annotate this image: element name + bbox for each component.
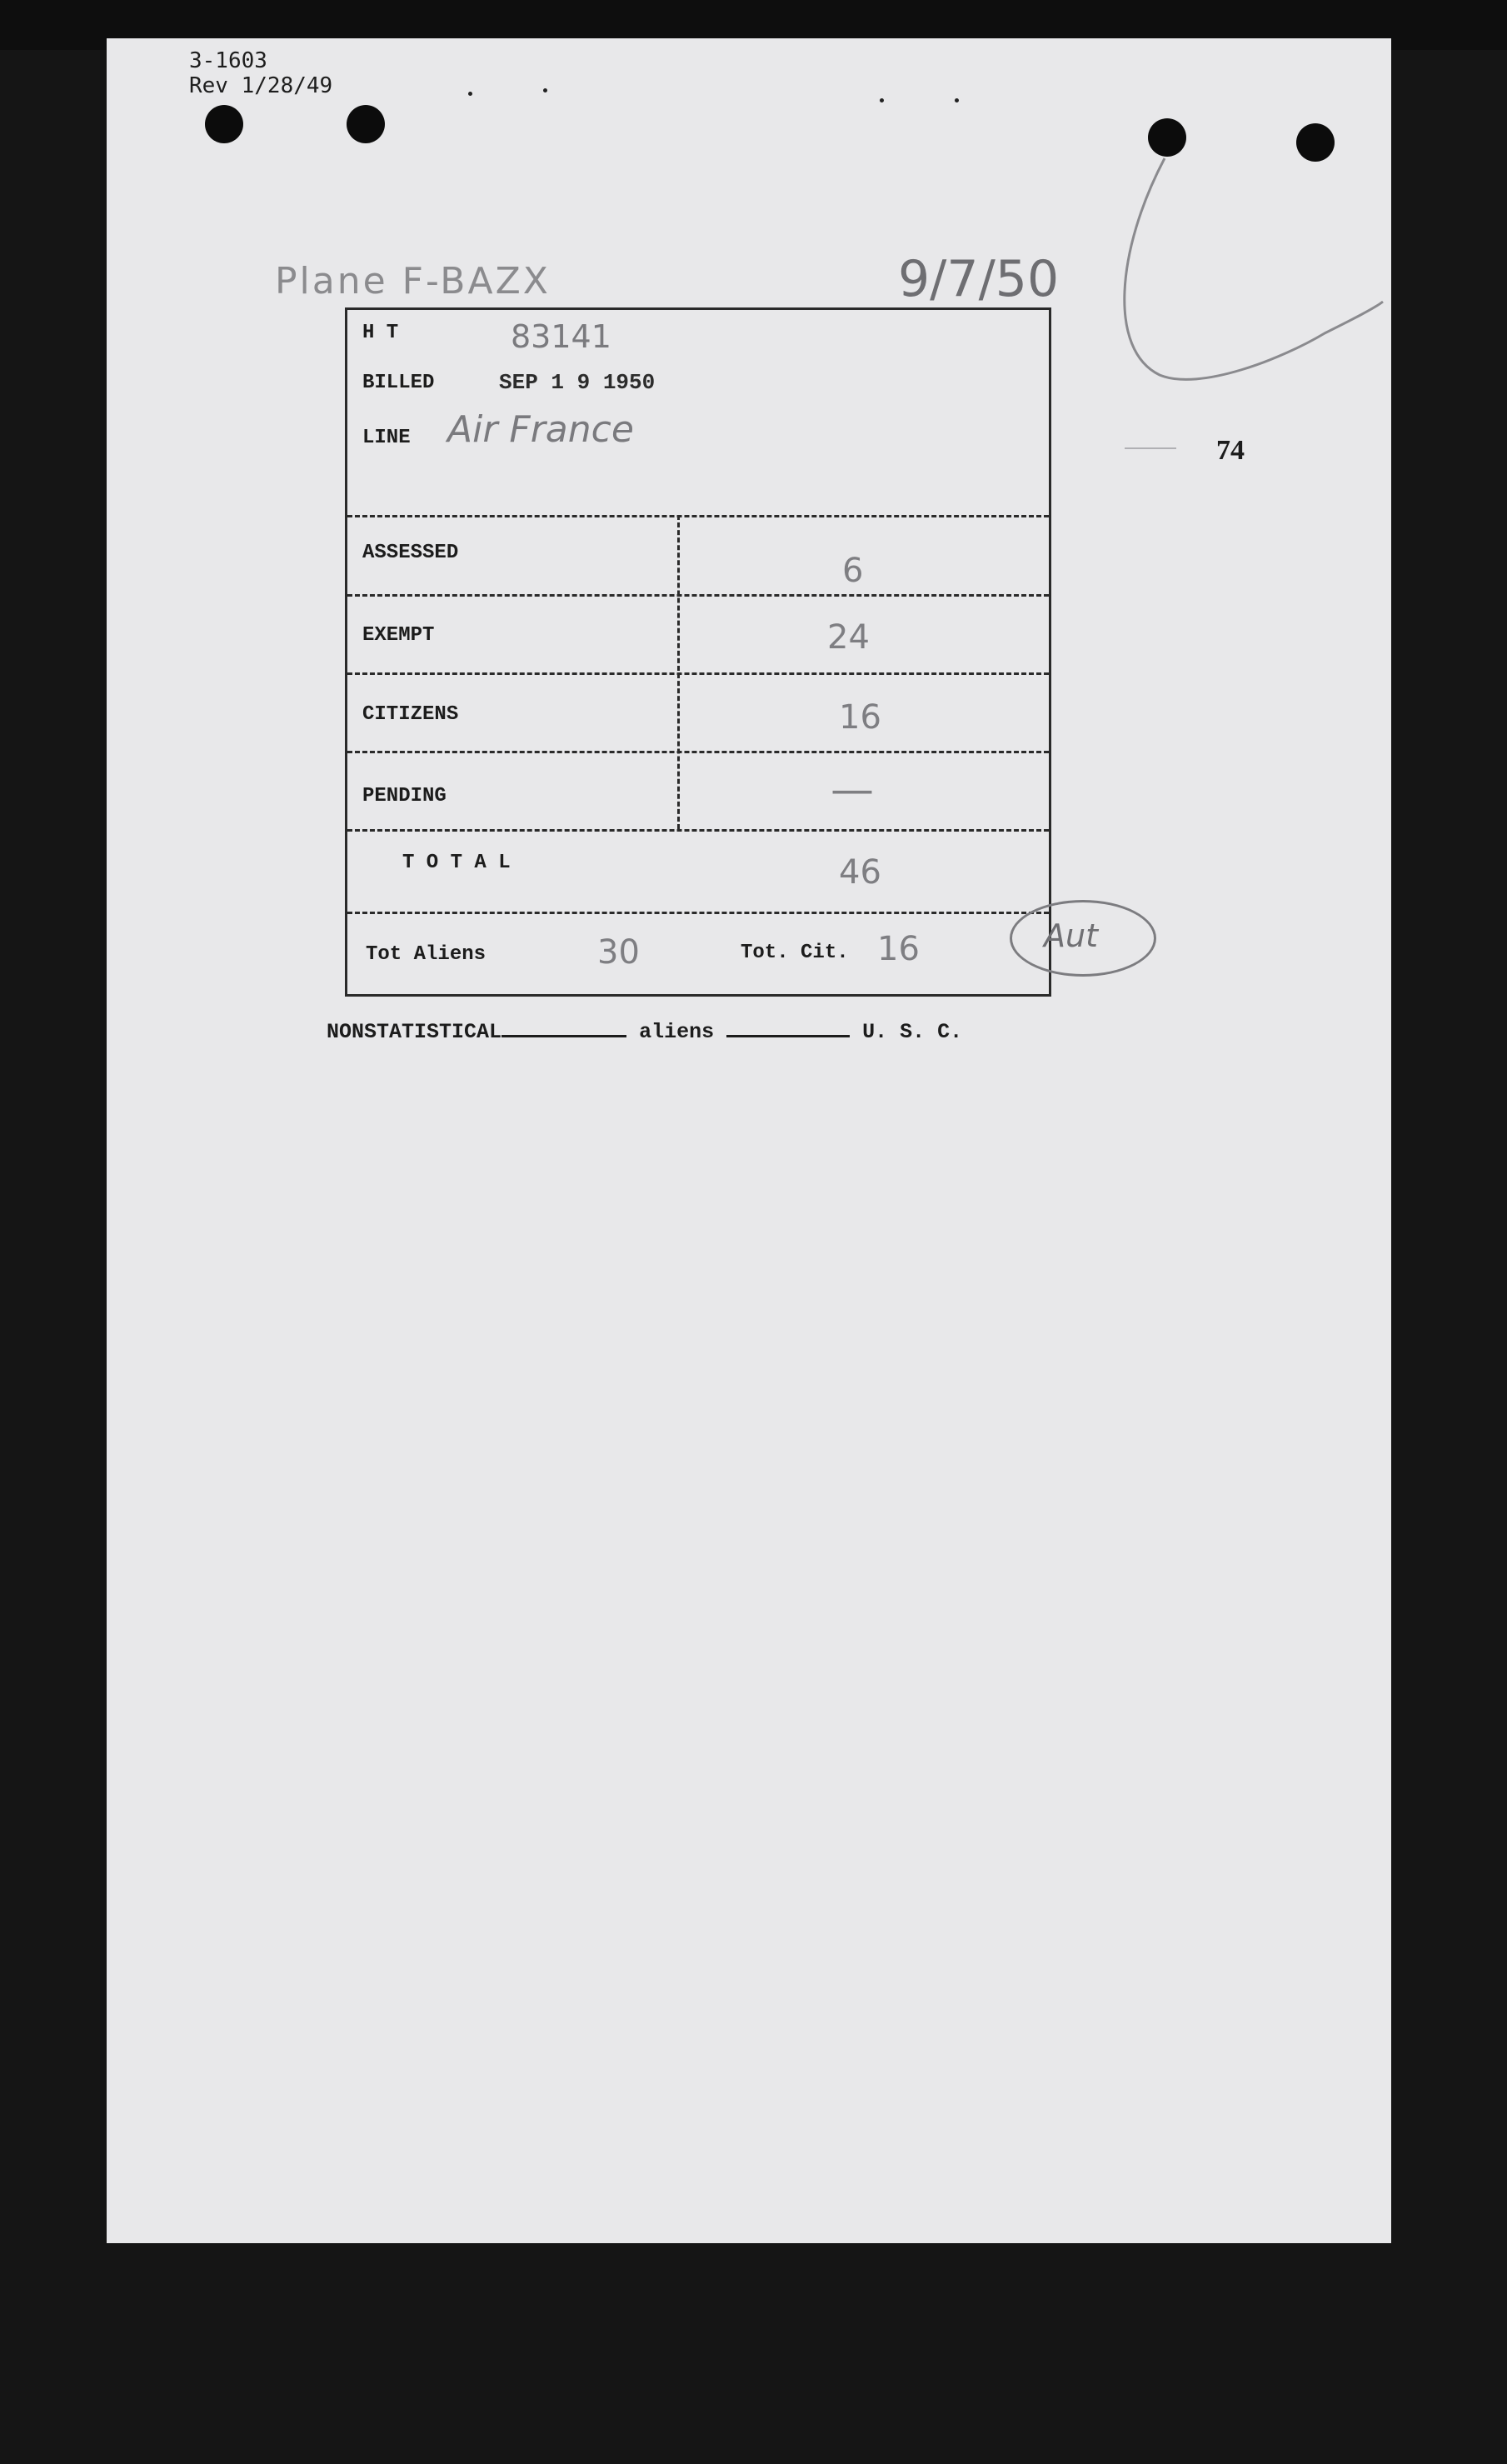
assessed-value: 6 [842,552,864,590]
tot-aliens-label: Tot Aliens [366,943,487,966]
citizens-label: CITIZENS [362,703,459,726]
form-revision: Rev 1/28/49 [189,73,333,98]
usc-label: U. S. C. [862,1020,963,1044]
divider [347,515,1049,517]
tot-aliens-value: 30 [597,933,640,972]
pending-value: — [831,765,874,815]
nonstatistical-line [327,1018,962,1044]
plane-annotation: Plane F-BAZX [275,260,551,302]
aliens-word: aliens [639,1020,715,1044]
line-label: LINE [362,427,411,449]
total-label: T O T A L [402,852,511,874]
form-number: 3-1603 [189,48,267,73]
initials: Aut [1044,917,1098,954]
ht-value: 83141 [511,318,611,355]
statistics-form [345,307,1051,997]
billed-stamp: SEP 1 9 1950 [499,370,656,395]
divider [347,912,1049,914]
nonstat-blank [502,1018,626,1037]
divider [347,594,1049,597]
initials-circle [1010,900,1156,977]
divider [347,751,1049,753]
tot-cit-value: 16 [877,930,920,968]
page-number: 74 [1216,435,1245,466]
exempt-label: EXEMPT [362,624,435,647]
exempt-value: 24 [827,618,870,657]
tot-cit-label: Tot. Cit. [741,942,849,964]
citizens-value: 16 [839,698,881,737]
column-divider [677,515,680,829]
total-value: 46 [839,853,881,892]
billed-label: BILLED [362,372,435,394]
line-value: Air France [447,408,634,451]
nonstat-label: NONSTATISTICAL [327,1020,502,1044]
date-annotation: 9/7/50 [898,250,1060,308]
assessed-label: ASSESSED [362,542,459,564]
ht-label: H T [362,322,399,344]
divider [347,829,1049,832]
aliens-blank [726,1018,850,1037]
divider [347,672,1049,675]
pending-label: PENDING [362,785,447,807]
